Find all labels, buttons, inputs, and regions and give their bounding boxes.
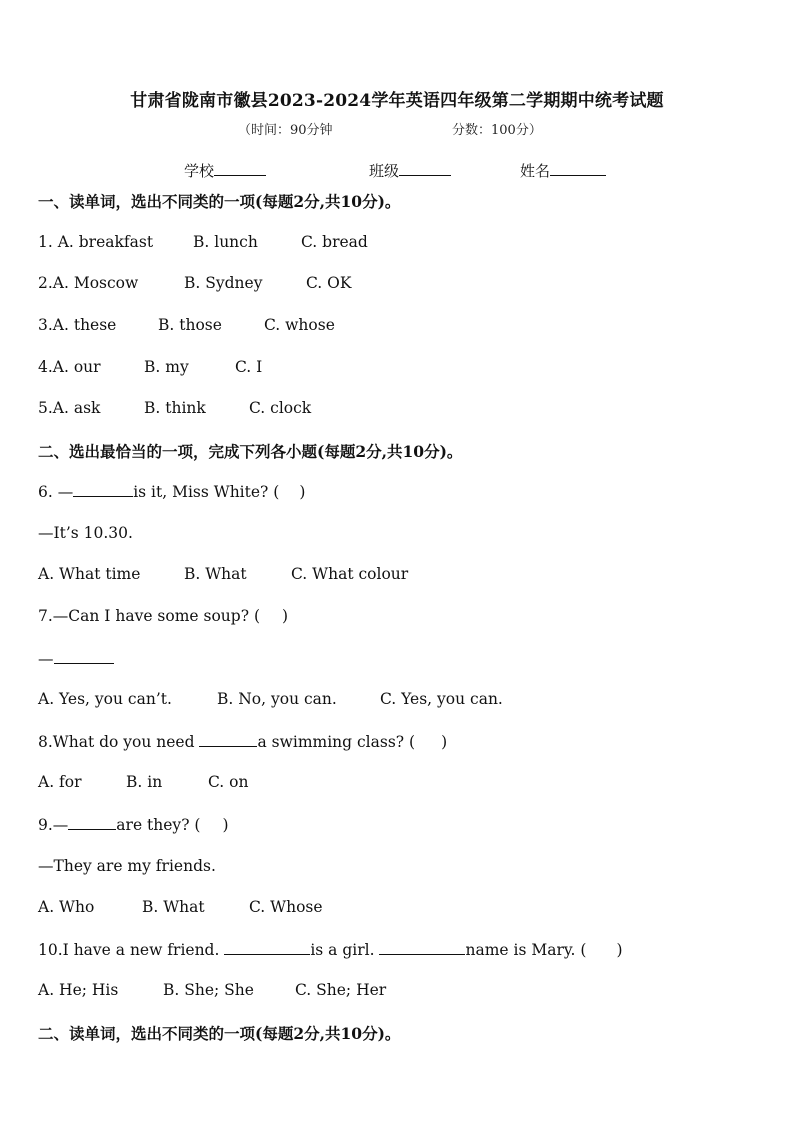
q1-option-c: C. bread [301,233,368,251]
school-label: 学校 [184,162,215,180]
q5-option-a: 5.A. ask [38,399,101,417]
q10-stem: 10.I have a new friend. is a girl. name is Mary. ( ) [38,941,623,959]
q5-option-c: C. clock [249,399,312,417]
q7-blank[interactable] [54,649,114,664]
page-title: 甘肃省陇南市徽县2023-2024学年英语四年级第二学期期中统考试题 [130,91,664,111]
q8-option-b: B. in [126,773,163,791]
class-blank[interactable] [399,161,451,176]
q7-answer: — [38,649,114,668]
exam-time: （时间：90分钟 [238,123,333,138]
q2-option-c: C. OK [306,274,352,292]
q6-option-c: C. What colour [291,565,409,583]
class-field [369,160,451,181]
school-field [184,160,266,181]
q10-option-c: C. She; Her [295,981,387,999]
q7-stem: 7.—Can I have some soup? ( ) [38,607,289,625]
q10-option-b: B. She; She [163,981,254,999]
q7-option-c: C. Yes, you can. [380,690,503,708]
q8-option-c: C. on [208,773,249,791]
q1-option-b: B. lunch [193,233,258,251]
name-label: 姓名 [520,162,551,180]
q9-answer: —They are my friends. [38,857,216,875]
q8-option-a: A. for [38,773,82,791]
section1-heading: 一、读单词，选出不同类的一项(每题2分,共10分)。 [38,192,401,211]
q6-answer: —It’s 10.30. [38,524,133,542]
q6-option-a: A. What time [38,565,141,583]
school-blank[interactable] [214,161,266,176]
q5-option-b: B. think [144,399,206,417]
q6-option-b: B. What [184,565,247,583]
q8-blank[interactable] [199,732,257,747]
class-label: 班级 [369,162,400,180]
q10-blank-1[interactable] [224,940,310,955]
q10-blank-2[interactable] [379,940,465,955]
q9-blank[interactable] [68,815,116,830]
q3-option-b: B. those [158,316,222,334]
q6-blank[interactable] [73,482,133,497]
q2-option-b: B. Sydney [184,274,263,292]
section3-heading: 二、读单词，选出不同类的一项(每题2分,共10分)。 [38,1024,401,1043]
q9-stem: 9.— are they? ( ) [38,816,229,834]
q3-option-c: C. whose [264,316,335,334]
q4-option-c: C. I [235,358,263,376]
name-field [520,160,606,181]
q4-option-b: B. my [144,358,189,376]
q3-option-a: 3.A. these [38,316,117,334]
q9-option-a: A. Who [38,898,95,916]
q1-option-a: 1. A. breakfast [38,233,154,251]
q2-option-a: 2.A. Moscow [38,274,139,292]
q4-option-a: 4.A. our [38,358,101,376]
q10-option-a: A. He; His [38,981,119,999]
q8-stem: 8.What do you need a swimming class? ( ) [38,733,448,751]
q9-option-c: C. Whose [249,898,323,916]
q7-option-a: A. Yes, you can’t. [38,690,172,708]
name-blank[interactable] [550,161,606,176]
q9-option-b: B. What [142,898,205,916]
q6-stem: 6. — is it, Miss White? ( ) [38,483,306,501]
section2-heading: 二、选出最恰当的一项，完成下列各小题(每题2分,共10分)。 [38,442,463,461]
exam-score: 分数：100分） [452,123,542,138]
q7-option-b: B. No, you can. [217,690,337,708]
